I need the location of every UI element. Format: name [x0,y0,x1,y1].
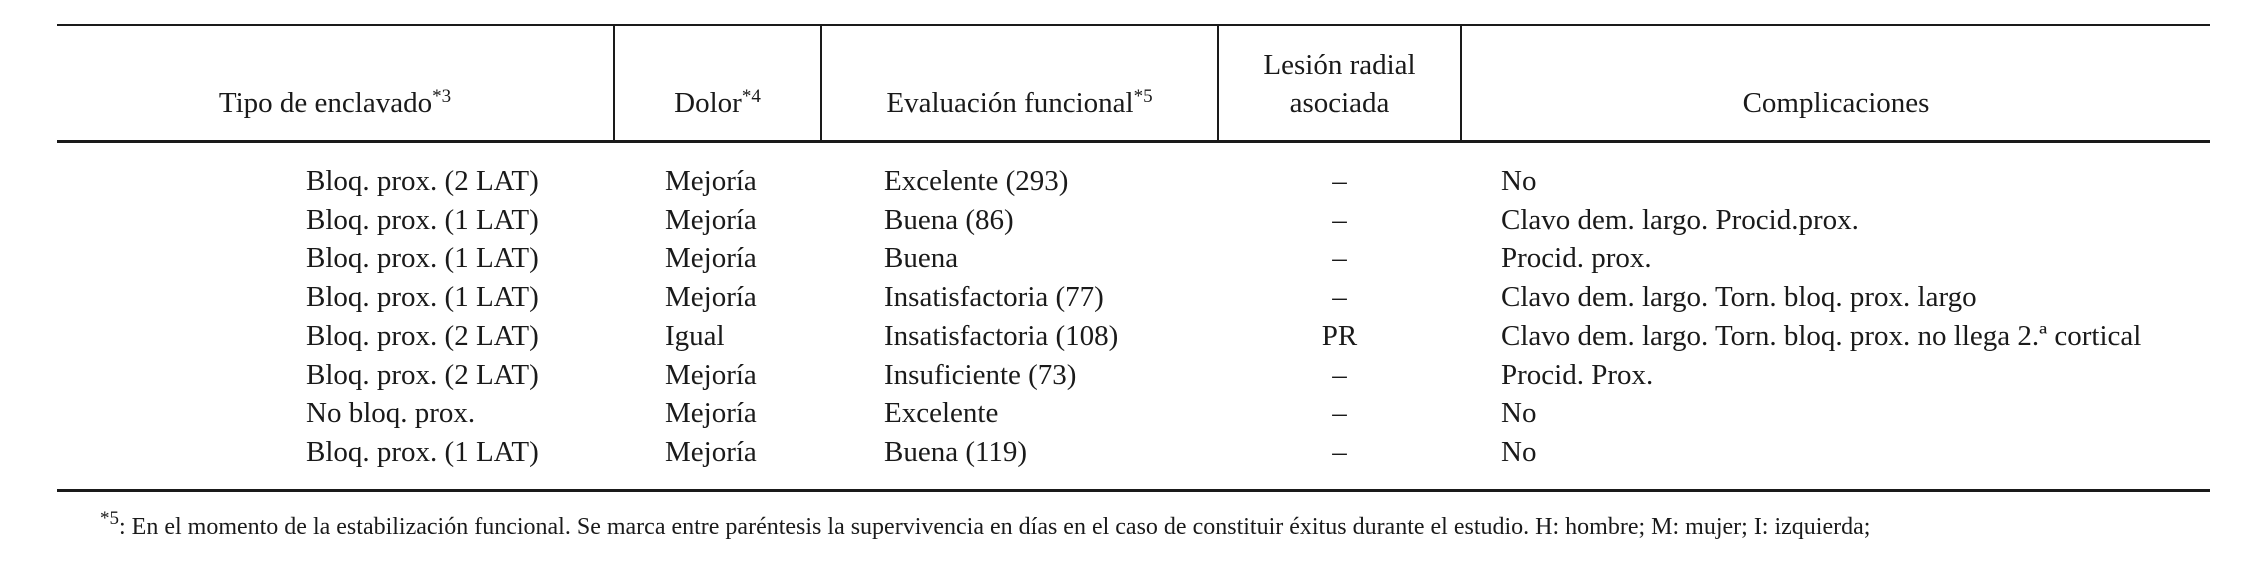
cell-dolor: Mejoría [665,242,757,274]
cell-dolor: Mejoría [665,281,757,313]
cell-complicaciones: No [1501,397,1537,429]
cell-evaluacion-funcional: Buena [884,242,959,274]
header-divider-2 [820,24,822,141]
header-evaluacion-funcional [822,84,1217,122]
cell-tipo-enclavado: Bloq. prox. (1 LAT) [306,436,539,468]
cell-complicaciones: Procid. Prox. [1501,359,1654,391]
header-tipo-enclavado [57,84,613,122]
header-sup: *5 [1133,86,1153,107]
cell-tipo-enclavado: No bloq. prox. [306,397,476,429]
cell-dolor: Mejoría [665,397,757,429]
cell-complicaciones: No [1501,165,1537,197]
footnote-marker: *5 [100,508,119,529]
header-sup: *4 [741,86,761,107]
cell-lesion-radial: – [1332,204,1347,236]
cell-dolor: Mejoría [665,436,757,468]
cell-dolor: Mejoría [665,165,757,197]
cell-evaluacion-funcional: Insatisfactoria (108) [884,320,1119,352]
cell-lesion-radial: – [1332,242,1347,274]
header-sup: *3 [432,86,452,107]
cell-complicaciones: Clavo dem. largo. Torn. bloq. prox. largo [1501,281,1977,313]
cell-lesion-radial: – [1332,281,1347,313]
cell-complicaciones: Clavo dem. largo. Torn. bloq. prox. no llega 2.ª cortical [1501,320,2142,352]
cell-evaluacion-funcional: Insatisfactoria (77) [884,281,1104,313]
table-header-rule [57,140,2210,143]
cell-dolor: Mejoría [665,359,757,391]
cell-lesion-radial: PR [1321,320,1358,352]
cell-complicaciones: No [1501,436,1537,468]
table-top-rule [57,24,2210,26]
header-label: Complicaciones [1742,87,1930,119]
cell-evaluacion-funcional: Excelente [884,397,999,429]
cell-lesion-radial: – [1332,165,1347,197]
cell-tipo-enclavado: Bloq. prox. (2 LAT) [306,320,539,352]
header-label: Evaluación funcional [886,87,1134,119]
cell-tipo-enclavado: Bloq. prox. (1 LAT) [306,204,539,236]
header-dolor [615,84,820,122]
cell-dolor: Mejoría [665,204,757,236]
cell-evaluacion-funcional: Buena (86) [884,204,1014,236]
cell-tipo-enclavado: Bloq. prox. (2 LAT) [306,165,539,197]
cell-lesion-radial: – [1332,397,1347,429]
cell-evaluacion-funcional: Buena (119) [884,436,1028,468]
header-divider-4 [1460,24,1462,141]
cell-lesion-radial: – [1332,359,1347,391]
table-bottom-rule [57,489,2210,492]
table-footnote [100,508,1871,541]
cell-evaluacion-funcional: Insuficiente (73) [884,359,1077,391]
cell-complicaciones: Procid. prox. [1501,242,1652,274]
header-lesion-radial [1219,46,1460,122]
cell-lesion-radial: – [1332,436,1347,468]
header-label: Tipo de enclavado [218,87,433,119]
footnote-text: : En el momento de la estabilización funcional. Se marca entre paréntesis la supervivencia en días en el caso de constituir éxitus durante el estudio. H: hombre; M: mujer; I: izquierda; [119,514,1871,540]
cell-tipo-enclavado: Bloq. prox. (2 LAT) [306,359,539,391]
cell-dolor: Igual [665,320,725,352]
header-label-line2: asociada [1289,87,1390,119]
header-complicaciones [1462,84,2210,122]
cell-tipo-enclavado: Bloq. prox. (1 LAT) [306,242,539,274]
header-divider-1 [613,24,615,141]
cell-complicaciones: Clavo dem. largo. Procid.prox. [1501,204,1859,236]
cell-tipo-enclavado: Bloq. prox. (1 LAT) [306,281,539,313]
header-label: Dolor [674,87,742,119]
header-label-line1: Lesión radial [1263,49,1416,81]
cell-evaluacion-funcional: Excelente (293) [884,165,1069,197]
